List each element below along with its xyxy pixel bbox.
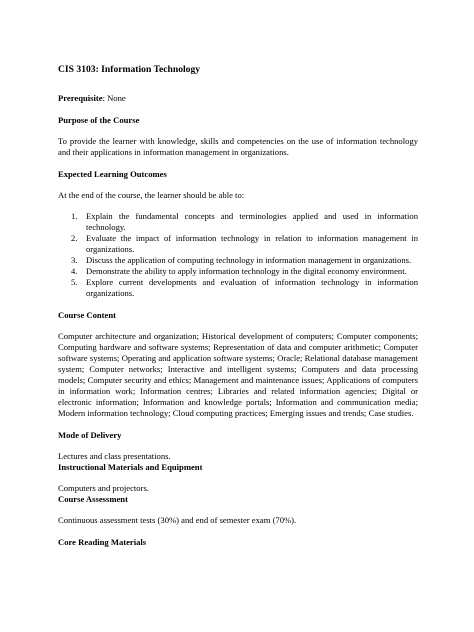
outcome-item <box>58 211 418 233</box>
purpose-text: To provide the learner with knowledge, skills and competencies on the use of information technology and their applications in information management in organizations. <box>58 136 418 157</box>
purpose-heading: Purpose of the Course <box>58 115 140 125</box>
outcome-item <box>58 277 418 299</box>
outcome-number: 5. <box>71 277 78 287</box>
assessment-text: Continuous assessment tests (30%) and end of semester exam (70%). <box>58 515 297 525</box>
outcome-number: 1. <box>71 211 78 221</box>
outcomes-intro: At the end of the course, the learner should be able to: <box>58 190 245 200</box>
outcome-text: Evaluate the impact of information technology in relation to information management in organizations. <box>86 233 418 254</box>
course-title: CIS 3103: Information Technology <box>58 64 201 75</box>
prerequisite-value: : None <box>102 93 126 103</box>
outcome-text: Demonstrate the ability to apply information technology in the digital economy environment. <box>86 266 407 276</box>
outcome-number: 3. <box>71 255 78 265</box>
prerequisite-label: Prerequisite <box>58 93 103 103</box>
outcome-text: Explore current developments and evaluation of information technology in information organizations. <box>86 277 418 298</box>
outcomes-list <box>58 211 418 299</box>
delivery-text: Lectures and class presentations. <box>58 451 171 461</box>
outcome-text: Discuss the application of computing technology in information management in organizations. <box>86 255 412 265</box>
outcome-number: 4. <box>71 266 78 276</box>
prerequisite-line <box>58 93 418 104</box>
materials-heading: Instructional Materials and Equipment <box>58 462 203 472</box>
outcome-number: 2. <box>71 233 78 243</box>
delivery-heading: Mode of Delivery <box>58 430 122 440</box>
content-heading: Course Content <box>58 310 117 320</box>
outcome-item <box>58 255 418 266</box>
materials-text: Computers and projectors. <box>58 483 149 493</box>
outcome-text: Explain the fundamental concepts and terminologies applied and used in information technology. <box>86 211 418 232</box>
outcome-item <box>58 266 418 277</box>
assessment-heading: Course Assessment <box>58 494 128 504</box>
outcome-item <box>58 233 418 255</box>
content-text: Computer architecture and organization; Historical development of computers; Computer components; Computing hardware and software systems; Representation of data and computer arithmetic; Computer software systems; Operating and application software systems; Oracle; Relational database management system; Computer networks; Interactive and intelligent systems; Computers and data processing models; Computer security and ethics; Management and maintenance issues; Applications of computers in information work; Information centres; Libraries and related information agencies; Digital or electronic information; Information and knowledge portals; Information and communication media; Modern information technology; Cloud computing practices; Emerging issues and trends; Case studies. <box>58 331 418 418</box>
reading-heading: Core Reading Materials <box>58 537 147 547</box>
document-page <box>58 64 418 548</box>
outcomes-heading: Expected Learning Outcomes <box>58 169 167 179</box>
